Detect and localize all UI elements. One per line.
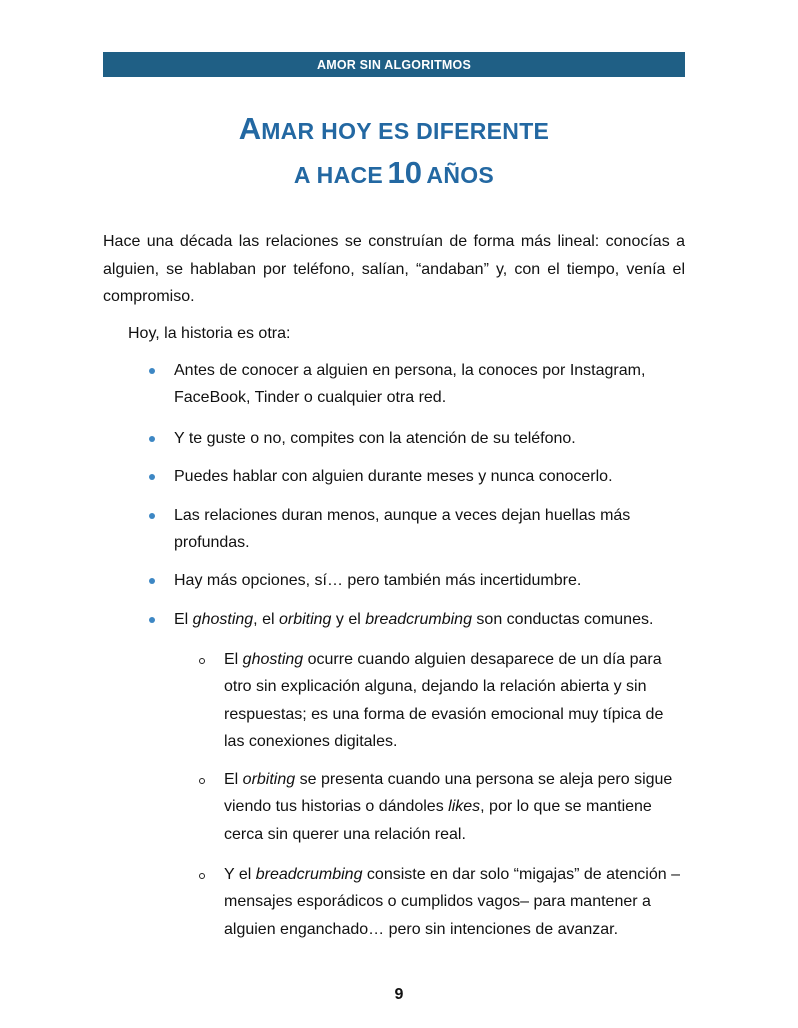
bullet-item	[174, 425, 684, 452]
term-likes: likes	[448, 798, 481, 816]
text-run: , por lo que se mantiene cerca sin querer una relación real.	[224, 798, 652, 843]
bullet-dot-icon	[149, 368, 155, 374]
chapter-title-line-1	[103, 110, 685, 154]
sub-item-text	[224, 771, 672, 843]
bullet-dot-icon	[149, 474, 155, 480]
page-number: 9	[394, 986, 404, 1003]
sub-item	[224, 646, 684, 755]
bullet-text: Hay más opciones, sí… pero también más incertidumbre.	[174, 572, 582, 589]
circle-bullet-icon	[199, 873, 205, 879]
bullet-dot-icon	[149, 436, 155, 442]
text-run: El	[174, 611, 193, 628]
term-ghosting: ghosting	[192, 611, 254, 628]
chapter-title	[103, 110, 685, 198]
text-run: , el	[253, 611, 279, 628]
text-run: El	[224, 651, 243, 668]
bullet-item	[174, 357, 684, 411]
title-line2-post: AÑOS	[426, 162, 495, 188]
sub-item-text	[224, 651, 663, 750]
bullet-item	[174, 606, 684, 633]
term-orbiting: orbiting	[242, 771, 296, 788]
sub-item-text	[224, 866, 680, 938]
title-line2-pre: A HACE	[293, 162, 384, 188]
bullet-item	[174, 463, 684, 490]
bullet-item	[174, 567, 684, 594]
bullet-item	[174, 502, 684, 556]
chapter-title-line-2	[103, 154, 685, 198]
bullet-text	[174, 611, 653, 628]
bullet-dot-icon	[149, 617, 155, 623]
text-run: ocurre cuando alguien desaparece de un día para otro sin explicación alguna, dejando la relación abierta y sin respuestas; es una forma de evasión emocional muy típica de las conexiones digitales.	[224, 651, 664, 750]
bullet-text: Y te guste o no, compites con la atención de su teléfono.	[174, 430, 576, 447]
term-ghosting: ghosting	[242, 651, 304, 668]
bullet-dot-icon	[149, 578, 155, 584]
text-run: son conductas comunes.	[471, 611, 654, 628]
title-number: 10	[387, 155, 422, 190]
intro-paragraph: Hace una década las relaciones se construían de forma más lineal: conocías a alguien, se hablaban por teléfono, salían, “andaban” y, con el tiempo, venía el compromiso.	[103, 233, 685, 305]
term-orbiting: orbiting	[278, 611, 332, 628]
bullet-text: Las relaciones duran menos, aunque a veces dejan huellas más profundas.	[174, 507, 631, 551]
term-breadcrumbing: breadcrumbing	[255, 866, 363, 883]
text-run: se presenta cuando una persona se aleja pero sigue viendo tus historias o dándoles	[224, 771, 673, 816]
bullet-text: Puedes hablar con alguien durante meses y nunca conocerlo.	[174, 468, 613, 485]
term-breadcrumbing: breadcrumbing	[365, 611, 472, 628]
text-run: consiste en dar solo “migajas” de atención –mensajes esporádicos o cumplidos vagos– para mantener a alguien enganchado… pero sin intenciones de avanzar.	[224, 866, 680, 938]
circle-bullet-icon	[199, 778, 205, 784]
text-run: y el	[331, 611, 366, 628]
text-run: El	[224, 771, 243, 788]
sub-item	[224, 861, 684, 943]
title-line1-text: MAR HOY ES DIFERENTE	[261, 118, 550, 144]
sub-item	[224, 766, 684, 848]
circle-bullet-icon	[199, 658, 205, 664]
running-header-banner	[103, 52, 685, 77]
title-initial: A	[238, 111, 262, 146]
bullet-dot-icon	[149, 513, 155, 519]
lead-paragraph: Hoy, la historia es otra:	[128, 325, 291, 342]
bullet-text: Antes de conocer a alguien en persona, la conoces por Instagram, FaceBook, Tinder o cualquier otra red.	[174, 362, 646, 406]
running-header-text: AMOR SIN ALGORITMOS	[316, 57, 472, 72]
text-run: Y el	[224, 866, 256, 883]
